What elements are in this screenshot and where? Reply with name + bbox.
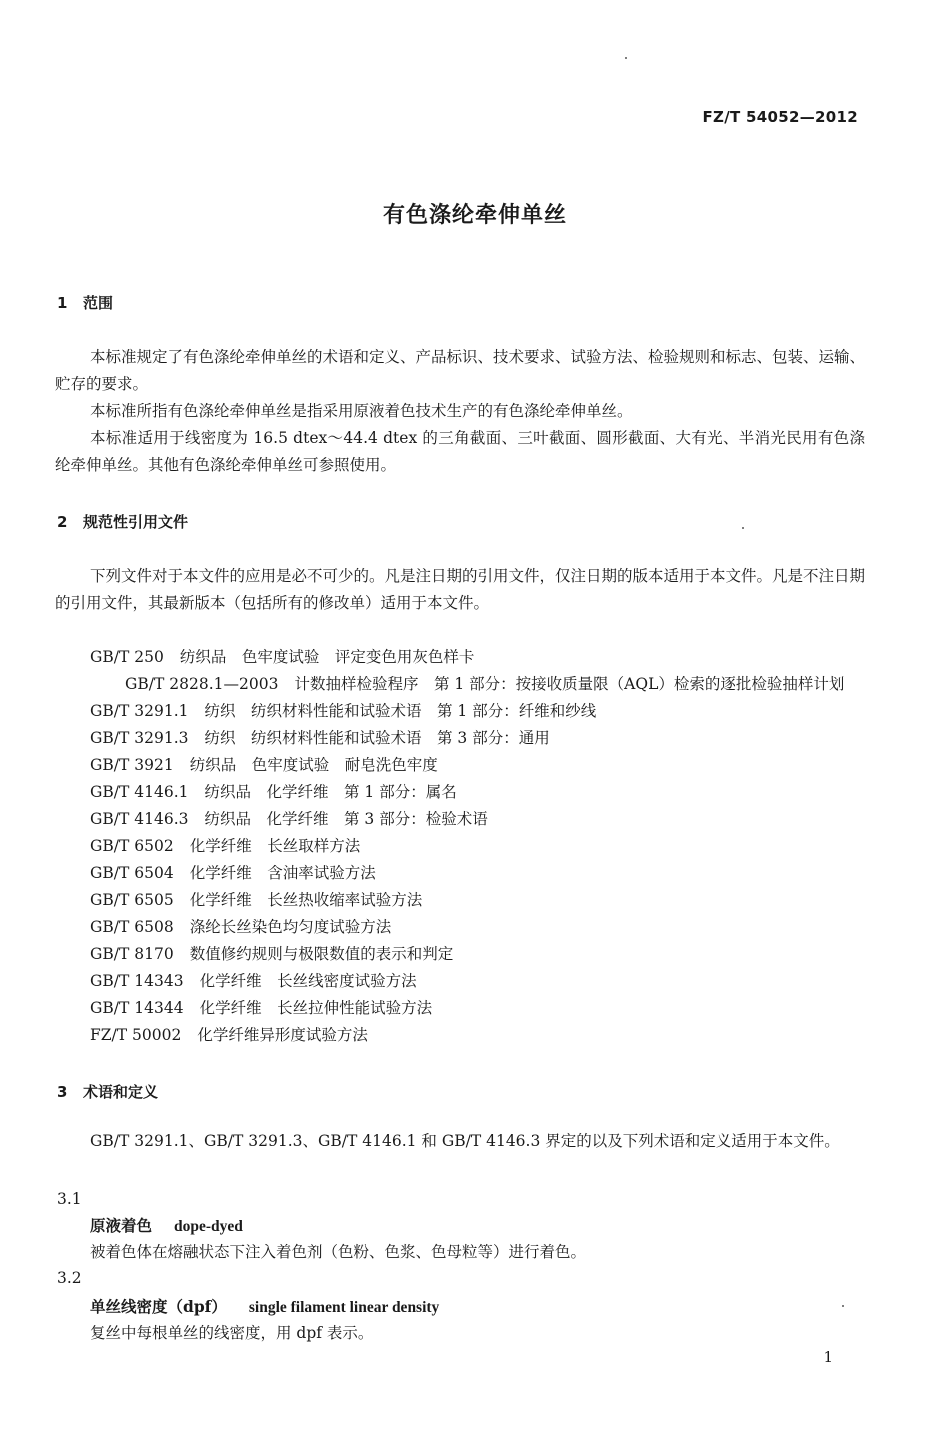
reference-item [55,671,867,698]
term-english: dope-dyed [174,1218,243,1235]
reference-title: 涤纶长丝染色均匀度试验方法 [189,918,392,936]
reference-item [55,752,867,779]
reference-item [55,779,867,806]
reference-code: GB/T 14343 [90,972,184,990]
section-3-heading [57,1081,158,1102]
reference-item [55,725,867,752]
reference-code: GB/T 8170 [90,945,174,963]
reference-item [55,941,867,968]
reference-code: GB/T 6504 [90,864,174,882]
reference-title: 化学纤维 含油率试验方法 [189,864,376,882]
reference-item [55,806,867,833]
section-number: 2 [57,513,68,531]
reference-title: 纺织品 色牢度试验 耐皂洗色牢度 [189,756,438,774]
reference-code: GB/T 4146.3 [90,810,189,828]
reference-title: 数值修约规则与极限数值的表示和判定 [189,945,454,963]
reference-code: GB/T 6508 [90,918,174,936]
scope-paragraph-1: 本标准规定了有色涤纶牵伸单丝的术语和定义、产品标识、技术要求、试验方法、检验规则和标志、包装、运输、贮存的要求。 [55,348,866,393]
reference-item [55,995,867,1022]
reference-code: GB/T 14344 [90,999,184,1017]
reference-item [55,1022,867,1049]
section-title: 术语和定义 [83,1083,159,1101]
reference-item [55,644,867,671]
section-number: 3 [57,1083,68,1101]
reference-title: 化学纤维 长丝拉伸性能试验方法 [199,999,433,1017]
reference-title: 化学纤维 长丝取样方法 [189,837,361,855]
reference-code: GB/T 250 [90,648,164,666]
reference-title: 纺织 纺织材料性能和试验术语 第 3 部分：通用 [204,729,550,747]
term-chinese: 单丝线密度（dpf） [90,1297,227,1316]
reference-code: GB/T 6502 [90,837,174,855]
reference-item [55,968,867,995]
term-definition: 被着色体在熔融状态下注入着色剂（色粉、色浆、色母粒等）进行着色。 [90,1243,587,1261]
reference-item [55,833,867,860]
section-2-heading [57,511,188,532]
reference-title: 化学纤维 长丝线密度试验方法 [199,972,417,990]
clause-number: 3.1 [57,1190,82,1208]
term-english: single filament linear density [248,1299,440,1316]
references-intro: 下列文件对于本文件的应用是必不可少的。凡是注日期的引用文件，仅注日期的版本适用于本文件。凡是不注日期的引用文件，其最新版本（包括所有的修改单）适用于本文件。 [55,567,866,612]
reference-code: GB/T 2828.1—2003 [125,675,279,693]
reference-code: GB/T 4146.1 [90,783,189,801]
section-title: 规范性引用文件 [83,513,189,531]
reference-code: GB/T 3291.1 [90,702,189,720]
term-definition: 复丝中每根单丝的线密度，用 dpf 表示。 [90,1324,374,1342]
reference-item [55,698,867,725]
reference-item [55,860,867,887]
reference-code: FZ/T 50002 [90,1026,182,1044]
reference-code: GB/T 3291.3 [90,729,189,747]
reference-title: 纺织品 化学纤维 第 3 部分：检验术语 [204,810,488,828]
standard-code: FZ/T 54052—2012 [702,108,858,126]
section-number: 1 [57,294,68,312]
scope-paragraph-3: 本标准适用于线密度为 16.5 dtex～44.4 dtex 的三角截面、三叶截面、圆形截面、大有光、半消光民用有色涤纶牵伸单丝。其他有色涤纶牵伸单丝可参照使用。 [55,429,865,474]
terms-intro: GB/T 3291.1、GB/T 3291.3、GB/T 4146.1 和 GB/T 4146.3 界定的以及下列术语和定义适用于本文件。 [90,1132,840,1150]
section-title: 范围 [83,294,114,312]
clause-number: 3.2 [57,1269,82,1287]
reference-title: 纺织品 色牢度试验 评定变色用灰色样卡 [179,648,475,666]
reference-item [55,914,867,941]
reference-list [55,644,867,1049]
reference-code: GB/T 3921 [90,756,174,774]
scan-speck [742,527,744,529]
section-1-heading [57,292,113,313]
reference-title: 化学纤维异形度试验方法 [197,1026,368,1044]
scan-speck [842,1305,844,1307]
term-entry [90,1295,439,1317]
reference-title: 化学纤维 长丝热收缩率试验方法 [189,891,423,909]
page-number: 1 [823,1348,833,1366]
scan-speck [625,57,627,59]
reference-title: 计数抽样检验程序 第 1 部分：按接收质量限（AQL）检索的逐批检验抽样计划 [294,675,845,693]
document-title: 有色涤纶牵伸单丝 [382,203,567,228]
reference-title: 纺织品 化学纤维 第 1 部分：属名 [204,783,457,801]
reference-code: GB/T 6505 [90,891,174,909]
term-chinese: 原液着色 [90,1216,153,1235]
reference-title: 纺织 纺织材料性能和试验术语 第 1 部分：纤维和纱线 [204,702,597,720]
reference-item [55,887,867,914]
scope-paragraph-2: 本标准所指有色涤纶牵伸单丝是指采用原液着色技术生产的有色涤纶牵伸单丝。 [90,402,633,420]
term-entry [90,1214,243,1236]
